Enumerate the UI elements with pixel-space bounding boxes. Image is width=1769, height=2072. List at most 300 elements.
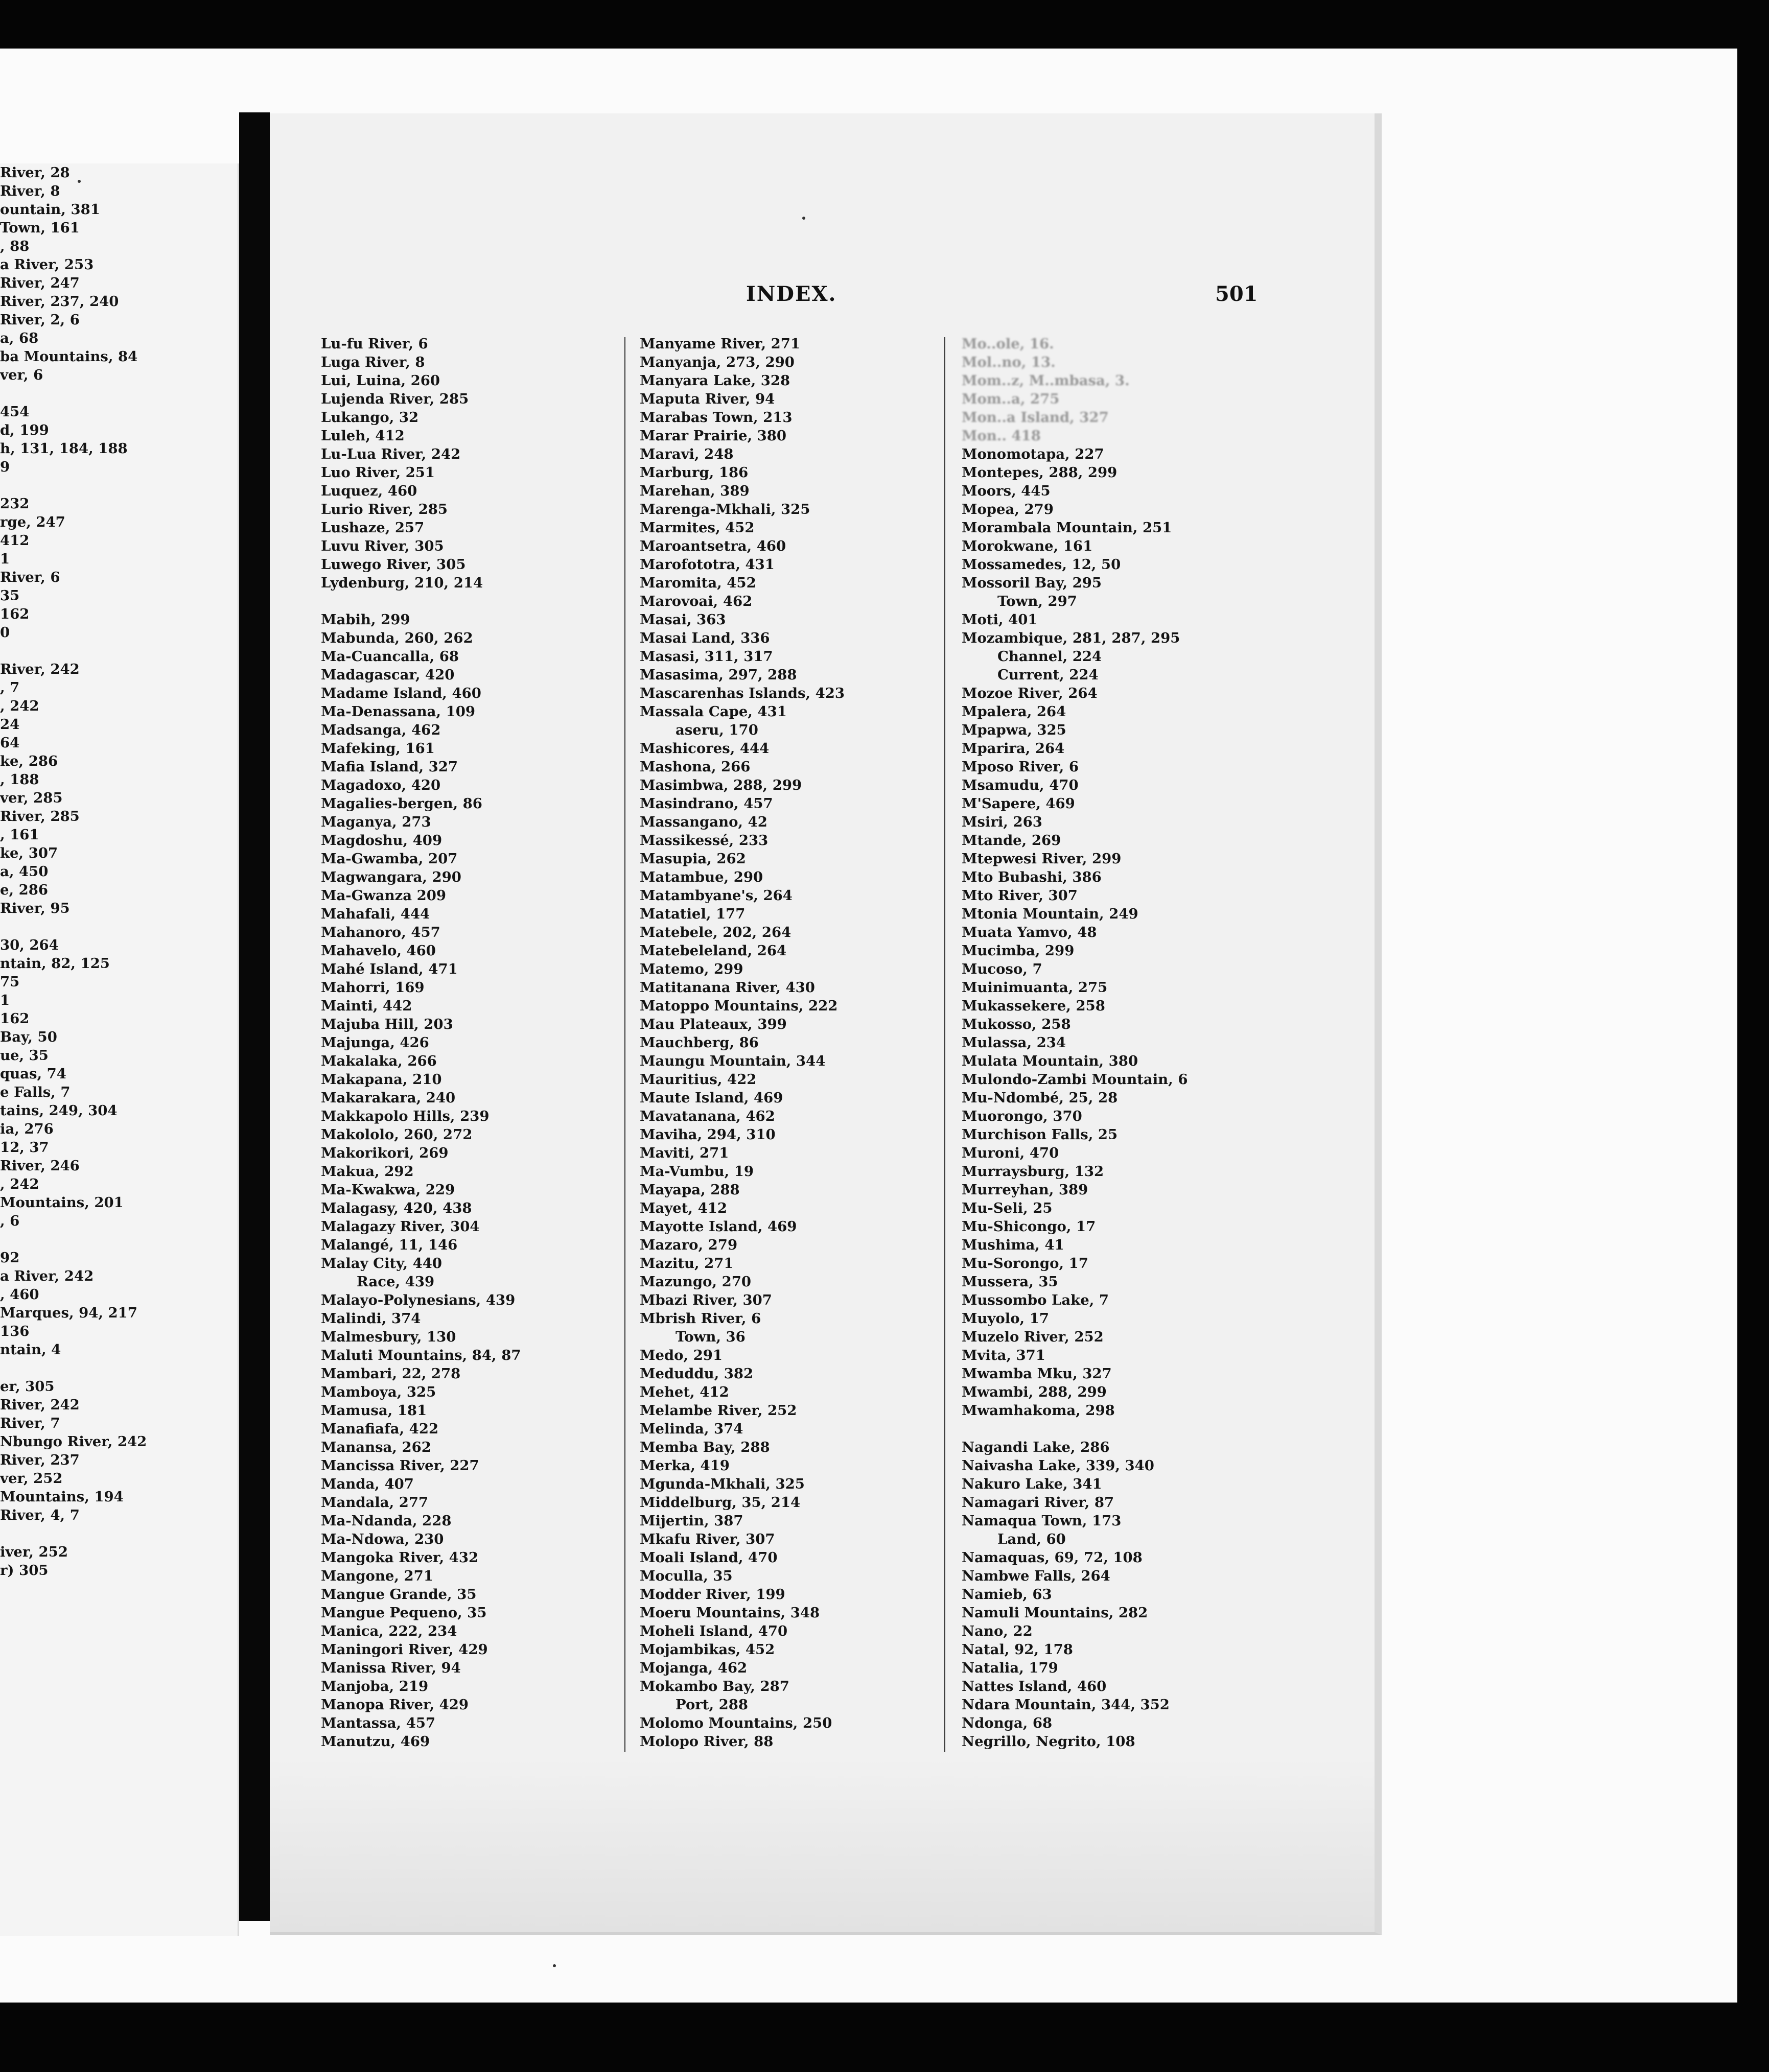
index-entry: Mazungo, 270	[640, 1274, 751, 1290]
index-entry: Mtepwesi River, 299	[962, 851, 1122, 867]
index-entry: Nakuro Lake, 341	[962, 1476, 1102, 1492]
index-entry: Mussera, 35	[962, 1274, 1058, 1290]
index-entry: Maningori River, 429	[321, 1641, 488, 1658]
left-page-index-entry: ke, 286	[0, 753, 58, 769]
index-entry: Mojanga, 462	[640, 1660, 748, 1676]
index-entry: Mangoka River, 432	[321, 1549, 479, 1566]
left-page-index-entry: a, 450	[0, 863, 49, 880]
index-entry: Majuba Hill, 203	[321, 1016, 453, 1032]
index-entry: Manopa River, 429	[321, 1697, 469, 1713]
left-page-index-entry: , 6	[0, 1213, 20, 1229]
index-entry: Magwangara, 290	[321, 869, 461, 885]
left-page-column	[0, 163, 147, 1580]
index-entry: Ma-Ndowa, 230	[321, 1531, 444, 1547]
index-entry: Molomo Mountains, 250	[640, 1715, 832, 1731]
left-page-index-entry: 35	[0, 587, 20, 604]
index-entry: Luleh, 412	[321, 428, 405, 444]
ink-spot	[78, 180, 81, 183]
column-rule	[944, 337, 945, 1752]
index-entry: Mambari, 22, 278	[321, 1365, 461, 1382]
index-entry: Mangone, 271	[321, 1568, 433, 1584]
index-entry: Melambe River, 252	[640, 1402, 797, 1419]
left-page-index-entry: , 188	[0, 771, 39, 788]
index-entry: Mashona, 266	[640, 759, 751, 775]
left-page-index-entry: River, 237	[0, 1452, 80, 1468]
left-page	[0, 163, 239, 1936]
index-entry: Masai Land, 336	[640, 630, 770, 646]
index-entry: Mulassa, 234	[962, 1034, 1066, 1051]
index-entry: Mom..a, 275	[962, 391, 1060, 407]
index-entry: Massangano, 42	[640, 814, 767, 830]
index-entry: Ma-Kwakwa, 229	[321, 1182, 455, 1198]
index-entry: Madagascar, 420	[321, 667, 455, 683]
index-entry: Maravi, 248	[640, 446, 734, 462]
index-entry: Maute Island, 469	[640, 1090, 783, 1106]
index-entry: Namieb, 63	[962, 1586, 1052, 1603]
index-entry: Natal, 92, 178	[962, 1641, 1073, 1658]
index-entry: Mushima, 41	[962, 1237, 1064, 1253]
index-entry: aseru, 170	[676, 722, 758, 738]
index-entry: Mascarenhas Islands, 423	[640, 685, 845, 701]
index-entry: Manyame River, 271	[640, 336, 801, 352]
left-page-index-entry	[0, 917, 147, 936]
index-entry: Medo, 291	[640, 1347, 723, 1363]
index-entry: Magadoxo, 420	[321, 777, 441, 793]
index-entry: Maluti Mountains, 84, 87	[321, 1347, 521, 1363]
column-rule	[624, 337, 625, 1752]
index-entry: Moors, 445	[962, 483, 1051, 499]
index-entry: Mpalera, 264	[962, 703, 1066, 720]
index-entry: Muyolo, 17	[962, 1310, 1049, 1327]
index-entry: Marofototra, 431	[640, 556, 775, 573]
left-page-index-entry: a River, 253	[0, 256, 94, 273]
index-entry: Masai, 363	[640, 611, 726, 628]
left-page-index-entry: a, 68	[0, 330, 39, 346]
left-page-index-entry: d, 199	[0, 422, 49, 438]
left-page-index-entry: a River, 242	[0, 1268, 94, 1284]
left-page-index-entry: 24	[0, 716, 20, 733]
index-entry: Mozambique, 281, 287, 295	[962, 630, 1180, 646]
index-entry: Manutzu, 469	[321, 1733, 430, 1750]
index-entry: Murchison Falls, 25	[962, 1126, 1118, 1143]
left-page-index-entry: e, 286	[0, 882, 49, 898]
left-page-index-entry: River, 4, 7	[0, 1507, 80, 1523]
left-page-index-entry: ue, 35	[0, 1047, 49, 1064]
index-entry: Mtonia Mountain, 249	[962, 906, 1138, 922]
left-page-index-entry	[0, 1230, 147, 1249]
index-entry: Matambue, 290	[640, 869, 763, 885]
index-entry: Mafia Island, 327	[321, 759, 458, 775]
index-entry: Namaquas, 69, 72, 108	[962, 1549, 1143, 1566]
index-entry: Natalia, 179	[962, 1660, 1058, 1676]
index-entry: Memba Bay, 288	[640, 1439, 770, 1455]
index-entry: Manissa River, 94	[321, 1660, 461, 1676]
index-entry: Makapana, 210	[321, 1071, 442, 1088]
index-entry: Mucoso, 7	[962, 961, 1042, 977]
index-entry: Mol..no, 13.	[962, 354, 1056, 370]
index-entry: Marovoai, 462	[640, 593, 753, 609]
index-entry: Luo River, 251	[321, 464, 435, 481]
index-entry: Lushaze, 257	[321, 520, 425, 536]
index-entry: Matebele, 202, 264	[640, 924, 792, 940]
index-entry: Mussombo Lake, 7	[962, 1292, 1109, 1308]
index-entry: Mijertin, 387	[640, 1513, 743, 1529]
index-entry: Morokwane, 161	[962, 538, 1093, 554]
index-entry: Mwamba Mku, 327	[962, 1365, 1112, 1382]
index-entry: Mopea, 279	[962, 501, 1054, 517]
left-page-index-entry: 64	[0, 735, 20, 751]
book-gutter	[239, 112, 270, 1921]
left-page-index-entry: ver, 285	[0, 790, 63, 806]
index-entry: Matebeleland, 264	[640, 943, 787, 959]
index-entry: Malagasy, 420, 438	[321, 1200, 472, 1216]
left-page-index-entry: Mountains, 201	[0, 1194, 124, 1211]
left-page-index-entry: ntain, 4	[0, 1341, 61, 1358]
index-entry: Molopo River, 88	[640, 1733, 774, 1750]
index-entry: Moculla, 35	[640, 1568, 733, 1584]
index-entry: Ma-Ndanda, 228	[321, 1513, 452, 1529]
index-entry: Masupia, 262	[640, 851, 746, 867]
left-page-index-entry: Marques, 94, 217	[0, 1305, 137, 1321]
index-entry: Matoppo Mountains, 222	[640, 998, 838, 1014]
index-entry: Mu-Ndombé, 25, 28	[962, 1090, 1118, 1106]
index-entry: Mavatanana, 462	[640, 1108, 775, 1124]
index-column-3	[962, 335, 1188, 1751]
left-page-index-entry	[0, 384, 147, 403]
index-entry: Mto River, 307	[962, 887, 1078, 904]
left-page-index-entry: 92	[0, 1250, 20, 1266]
index-entry: Majunga, 426	[321, 1034, 429, 1051]
index-entry: Maviti, 271	[640, 1145, 729, 1161]
left-page-index-entry: 454	[0, 404, 30, 420]
index-entry: Matambyane's, 264	[640, 887, 793, 904]
index-entry: Mainti, 442	[321, 998, 412, 1014]
index-entry: Modder River, 199	[640, 1586, 785, 1603]
index-entry: Mu-Shicongo, 17	[962, 1218, 1096, 1235]
index-entry: Nattes Island, 460	[962, 1678, 1107, 1694]
left-page-index-entry: , 242	[0, 1176, 39, 1192]
left-page-index-entry: River, 242	[0, 1397, 80, 1413]
index-entry: Mahavelo, 460	[321, 943, 436, 959]
index-entry: Mon..a Island, 327	[962, 409, 1109, 426]
index-entry: Mom..z, M..mbasa, 3.	[962, 372, 1130, 389]
left-page-index-entry: ke, 307	[0, 845, 58, 861]
index-entry: Mazaro, 279	[640, 1237, 738, 1253]
index-entry: Marburg, 186	[640, 464, 749, 481]
index-entry: Port, 288	[676, 1697, 749, 1713]
index-entry: Mo..ole, 16.	[962, 336, 1054, 352]
index-entry: Marehan, 389	[640, 483, 750, 499]
index-entry: Mossamedes, 12, 50	[962, 556, 1121, 573]
left-page-index-entry: 162	[0, 1010, 30, 1027]
index-entry: Makarakara, 240	[321, 1090, 456, 1106]
left-page-index-entry: 136	[0, 1323, 30, 1339]
index-entry: Monomotapa, 227	[962, 446, 1104, 462]
index-entry: Luquez, 460	[321, 483, 417, 499]
left-page-index-entry	[0, 642, 147, 660]
index-entry: Land, 60	[997, 1531, 1066, 1547]
left-page-index-entry: 232	[0, 496, 30, 512]
index-entry: Malmesbury, 130	[321, 1329, 456, 1345]
index-entry: Malayo-Polynesians, 439	[321, 1292, 516, 1308]
left-page-index-entry: , 161	[0, 827, 39, 843]
index-entry: Mahé Island, 471	[321, 961, 458, 977]
index-entry: Mtande, 269	[962, 832, 1061, 849]
index-entry: Mucimba, 299	[962, 943, 1075, 959]
left-page-index-entry: River, 8	[0, 183, 60, 199]
index-entry: Maputa River, 94	[640, 391, 775, 407]
left-page-index-entry: River, 237, 240	[0, 293, 119, 310]
left-page-index-entry: , 242	[0, 698, 39, 714]
index-entry: Massikessé, 233	[640, 832, 769, 849]
left-page-index-entry: 1	[0, 992, 10, 1008]
index-entry: Morambala Mountain, 251	[962, 520, 1172, 536]
index-entry: Manica, 222, 234	[321, 1623, 457, 1639]
page-header-title: INDEX.	[746, 282, 837, 306]
left-page-index-entry: River, 6	[0, 569, 60, 585]
index-entry: Muroni, 470	[962, 1145, 1059, 1161]
index-entry: Ma-Gwanza 209	[321, 887, 447, 904]
left-page-index-entry: ountain, 381	[0, 201, 100, 218]
index-entry: Madsanga, 462	[321, 722, 441, 738]
index-entry: Mposo River, 6	[962, 759, 1079, 775]
index-entry: Mantassa, 457	[321, 1715, 436, 1731]
index-entry: Town, 36	[676, 1329, 746, 1345]
index-entry: Negrillo, Negrito, 108	[962, 1733, 1135, 1750]
ink-spot	[802, 217, 805, 220]
index-entry: Manafiafa, 422	[321, 1421, 439, 1437]
left-page-index-entry: rge, 247	[0, 514, 65, 530]
left-page-index-entry: h, 131, 184, 188	[0, 440, 128, 457]
index-entry: Mayet, 412	[640, 1200, 727, 1216]
index-entry: Maroantsetra, 460	[640, 538, 786, 554]
left-page-index-entry: 12, 37	[0, 1139, 49, 1156]
index-entry: Mauchberg, 86	[640, 1034, 759, 1051]
index-entry: Melinda, 374	[640, 1421, 743, 1437]
left-page-index-entry: River, 28	[0, 164, 70, 181]
index-entry: Ma-Gwamba, 207	[321, 851, 458, 867]
index-entry: Magdoshu, 409	[321, 832, 443, 849]
page-bottom-margin	[270, 1758, 1375, 1932]
index-entry: Massala Cape, 431	[640, 703, 787, 720]
index-entry: Mayotte Island, 469	[640, 1218, 797, 1235]
index-entry: Malagazy River, 304	[321, 1218, 480, 1235]
index-entry: Ndara Mountain, 344, 352	[962, 1697, 1170, 1713]
index-entry: Namuli Mountains, 282	[962, 1605, 1148, 1621]
left-page-index-entry: 412	[0, 532, 30, 549]
index-entry: Maganya, 273	[321, 814, 431, 830]
index-entry: Malay City, 440	[321, 1255, 443, 1272]
index-entry: Masindrano, 457	[640, 795, 773, 812]
index-entry: Mangue Pequeno, 35	[321, 1605, 487, 1621]
left-page-index-entry: 75	[0, 974, 20, 990]
left-page-index-entry: 1	[0, 551, 10, 567]
index-entry: Naivasha Lake, 339, 340	[962, 1457, 1154, 1474]
index-entry: Masasi, 311, 317	[640, 648, 773, 665]
index-entry: Muata Yamvo, 48	[962, 924, 1097, 940]
index-entry: Channel, 224	[997, 648, 1102, 665]
index-entry: Msamudu, 470	[962, 777, 1079, 793]
index-entry: Mabih, 299	[321, 611, 410, 628]
index-entry: Mu-Sorongo, 17	[962, 1255, 1088, 1272]
left-page-index-entry: Nbungo River, 242	[0, 1433, 147, 1450]
index-entry: Maviha, 294, 310	[640, 1126, 776, 1143]
index-entry: Lu-Lua River, 242	[321, 446, 461, 462]
index-entry: Mvita, 371	[962, 1347, 1045, 1363]
index-entry: Masimbwa, 288, 299	[640, 777, 802, 793]
index-entry: Luvu River, 305	[321, 538, 444, 554]
index-entry: Muorongo, 370	[962, 1108, 1082, 1124]
index-entry	[321, 592, 521, 610]
index-entry: Mamboya, 325	[321, 1384, 436, 1400]
left-page-index-entry: 9	[0, 459, 10, 475]
index-entry: Lui, Luina, 260	[321, 372, 440, 389]
left-page-index-entry	[0, 1359, 147, 1377]
index-entry: Mossoril Bay, 295	[962, 575, 1102, 591]
index-entry: Msiri, 263	[962, 814, 1042, 830]
index-entry: Manyanja, 273, 290	[640, 354, 795, 370]
index-entry: Makololo, 260, 272	[321, 1126, 473, 1143]
index-entry: Makorikori, 269	[321, 1145, 449, 1161]
index-entry: Murreyhan, 389	[962, 1182, 1088, 1198]
index-entry: Makkapolo Hills, 239	[321, 1108, 490, 1124]
left-page-index-entry: er, 305	[0, 1378, 55, 1395]
left-page-index-entry: e Falls, 7	[0, 1084, 71, 1100]
left-page-index-entry: quas, 74	[0, 1066, 66, 1082]
left-page-index-entry: tains, 249, 304	[0, 1102, 118, 1119]
index-entry: Marar Prairie, 380	[640, 428, 787, 444]
index-entry: Mu-Seli, 25	[962, 1200, 1053, 1216]
index-entry: Malangé, 11, 146	[321, 1237, 458, 1253]
left-page-index-entry: 0	[0, 624, 10, 641]
index-entry: Manjoba, 219	[321, 1678, 429, 1694]
index-entry: Marabas Town, 213	[640, 409, 793, 426]
index-entry: Mukosso, 258	[962, 1016, 1071, 1032]
left-page-index-entry: ntain, 82, 125	[0, 955, 110, 972]
index-entry: Lurio River, 285	[321, 501, 448, 517]
index-entry: Murraysburg, 132	[962, 1163, 1104, 1180]
left-page-index-entry: ver, 6	[0, 367, 43, 383]
index-entry: Magalies-bergen, 86	[321, 795, 482, 812]
index-entry: Matitanana River, 430	[640, 979, 815, 996]
left-page-index-entry: River, 247	[0, 275, 80, 291]
index-entry: Lujenda River, 285	[321, 391, 469, 407]
index-entry: Mwamhakoma, 298	[962, 1402, 1115, 1419]
index-entry: Mancissa River, 227	[321, 1457, 479, 1474]
index-entry: Ndonga, 68	[962, 1715, 1053, 1731]
left-page-index-entry: 162	[0, 606, 30, 622]
index-entry: Mangue Grande, 35	[321, 1586, 477, 1603]
index-entry: Mulata Mountain, 380	[962, 1053, 1138, 1069]
index-column-2	[640, 335, 845, 1751]
left-page-index-entry: Mountains, 194	[0, 1489, 124, 1505]
left-page-index-entry: r) 305	[0, 1562, 49, 1579]
index-entry: Moheli Island, 470	[640, 1623, 788, 1639]
index-entry: Maromita, 452	[640, 575, 756, 591]
index-entry: Muinimuanta, 275	[962, 979, 1108, 996]
index-entry: Matatiel, 177	[640, 906, 746, 922]
index-entry: Mkafu River, 307	[640, 1531, 775, 1547]
index-column-1	[321, 335, 521, 1751]
left-page-index-entry: , 88	[0, 238, 30, 254]
index-entry: Mgunda-Mkhali, 325	[640, 1476, 805, 1492]
left-page-index-entry	[0, 1524, 147, 1543]
index-entry: Lukango, 32	[321, 409, 419, 426]
index-entry: Manyara Lake, 328	[640, 372, 790, 389]
left-page-index-entry	[0, 476, 147, 495]
index-entry: Mpapwa, 325	[962, 722, 1066, 738]
index-entry: Mahanoro, 457	[321, 924, 440, 940]
index-entry: Meduddu, 382	[640, 1365, 754, 1382]
index-entry: Nano, 22	[962, 1623, 1033, 1639]
index-entry: Manda, 407	[321, 1476, 414, 1492]
index-entry	[962, 1420, 1188, 1438]
index-entry: Marenga-Mkhali, 325	[640, 501, 810, 517]
left-page-index-entry: River, 285	[0, 808, 80, 825]
index-entry: Nambwe Falls, 264	[962, 1568, 1110, 1584]
left-page-index-entry: ver, 252	[0, 1470, 63, 1487]
left-page-index-entry: River, 95	[0, 900, 70, 916]
index-entry: Luwego River, 305	[321, 556, 466, 573]
left-page-index-entry: River, 246	[0, 1158, 80, 1174]
page-number: 501	[1215, 282, 1258, 306]
index-entry: Mparira, 264	[962, 740, 1065, 757]
index-entry: Maungu Mountain, 344	[640, 1053, 826, 1069]
index-entry: Mwambi, 288, 299	[962, 1384, 1107, 1400]
index-entry: Lu-fu River, 6	[321, 336, 428, 352]
index-entry: Makua, 292	[321, 1163, 414, 1180]
index-entry: Montepes, 288, 299	[962, 464, 1118, 481]
index-entry: Town, 297	[997, 593, 1077, 609]
index-entry: Namaqua Town, 173	[962, 1513, 1122, 1529]
index-entry: Luga River, 8	[321, 354, 425, 370]
index-entry: Ma-Cuancalla, 68	[321, 648, 459, 665]
index-entry: Ma-Denassana, 109	[321, 703, 475, 720]
index-entry: Nagandi Lake, 286	[962, 1439, 1110, 1455]
left-page-index-entry: ia, 276	[0, 1121, 54, 1137]
left-page-index-entry: iver, 252	[0, 1544, 68, 1560]
index-entry: Merka, 419	[640, 1457, 730, 1474]
index-entry: Matemo, 299	[640, 961, 743, 977]
index-entry: Ma-Vumbu, 19	[640, 1163, 754, 1180]
index-entry: Makalaka, 266	[321, 1053, 437, 1069]
index-entry: Masasima, 297, 288	[640, 667, 797, 683]
index-entry: Namagari River, 87	[962, 1494, 1114, 1511]
index-entry: Manansa, 262	[321, 1439, 431, 1455]
left-page-index-entry: , 7	[0, 679, 20, 696]
index-entry: Mulondo-Zambi Mountain, 6	[962, 1071, 1188, 1088]
index-entry: Mon.. 418	[962, 428, 1041, 444]
left-page-index-entry: ba Mountains, 84	[0, 348, 138, 365]
index-entry: Mashicores, 444	[640, 740, 770, 757]
left-page-index-entry: , 460	[0, 1286, 39, 1303]
index-entry: Muzelo River, 252	[962, 1329, 1104, 1345]
left-page-index-entry: River, 242	[0, 661, 80, 677]
index-entry: Race, 439	[357, 1274, 435, 1290]
index-entry: Middelburg, 35, 214	[640, 1494, 801, 1511]
left-page-index-entry: 30, 264	[0, 937, 59, 953]
index-entry: Mahorri, 169	[321, 979, 425, 996]
left-page-index-entry: Bay, 50	[0, 1029, 57, 1045]
index-entry: Lydenburg, 210, 214	[321, 575, 483, 591]
left-page-index-entry: Town, 161	[0, 220, 80, 236]
index-entry: Mozoe River, 264	[962, 685, 1098, 701]
ink-spot	[553, 1964, 556, 1967]
index-entry: M'Sapere, 469	[962, 795, 1075, 812]
index-entry: Mandala, 277	[321, 1494, 429, 1511]
index-entry: Moti, 401	[962, 611, 1038, 628]
index-entry: Mamusa, 181	[321, 1402, 427, 1419]
